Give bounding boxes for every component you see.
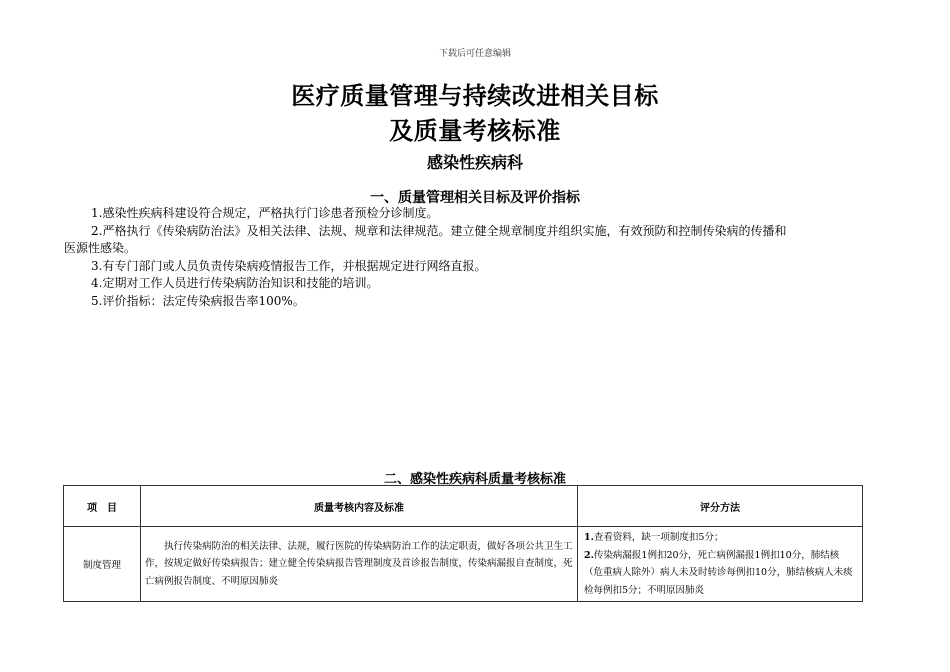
row-content-text: 执行传染病防治的相关法律、法规，履行医院的传染病防治工作的法定职责，做好各项公共卫生工作，按规定做好传染病报告；建立健全传染病报告管理制度及首诊报告制度，传染病漏报自查制度，死亡病例报告制度、不明原因肺炎 bbox=[145, 540, 573, 587]
scoring-rule-2: 2.传染病漏报1例扣20分，死亡病例漏报1例扣10分，肺结核（危重病人除外）病人未及时转诊每例扣10分，肺结核病人未痰检每例扣5分；不明原因肺炎 bbox=[584, 549, 853, 596]
header-scoring: 评分方法 bbox=[578, 486, 863, 527]
section1-heading: 一、质量管理相关目标及评价指标 bbox=[370, 190, 580, 206]
row-content bbox=[141, 527, 578, 602]
row-scoring bbox=[578, 527, 863, 602]
header-item: 项 目 bbox=[64, 486, 141, 527]
row-item-name: 制度管理 bbox=[64, 527, 141, 602]
scoring-rule-1: 1.查看资料，缺一项制度扣5分； bbox=[584, 532, 724, 543]
goal-item-3: 3.有专门部门或人员负责传染病疫情报告工作，并根据规定进行网络直报。 bbox=[91, 258, 487, 273]
table-row bbox=[64, 527, 863, 602]
goal-item-4: 4.定期对工作人员进行传染病防治知识和技能的培训。 bbox=[91, 276, 379, 290]
header-note: 下载后可任意编辑 bbox=[438, 49, 511, 59]
goal-item-2-continued: 医源性感染。 bbox=[64, 241, 137, 255]
page-title-line1: 医疗质量管理与持续改进相关目标 bbox=[291, 81, 659, 110]
quality-standards-table bbox=[63, 485, 863, 602]
section2-heading: 二、感染性疾病科质量考核标准 bbox=[383, 472, 566, 487]
header-content: 质量考核内容及标准 bbox=[141, 486, 578, 527]
department-heading: 感染性疾病科 bbox=[426, 153, 523, 172]
goal-item-1: 1.感染性疾病科建设符合规定，严格执行门诊患者预检分诊制度。 bbox=[91, 206, 439, 220]
table-header-row bbox=[64, 486, 863, 527]
goal-item-2: 2.严格执行《传染病防治法》及相关法律、法规、规章和法律规范。建立健全规章制度并组织实施，有效预防和控制传染病的传播和 bbox=[91, 223, 787, 238]
goal-item-5: 5.评价指标：法定传染病报告率100%。 bbox=[91, 293, 305, 308]
goals-list bbox=[64, 205, 881, 310]
page-title-line2: 及质量考核标准 bbox=[389, 116, 561, 145]
